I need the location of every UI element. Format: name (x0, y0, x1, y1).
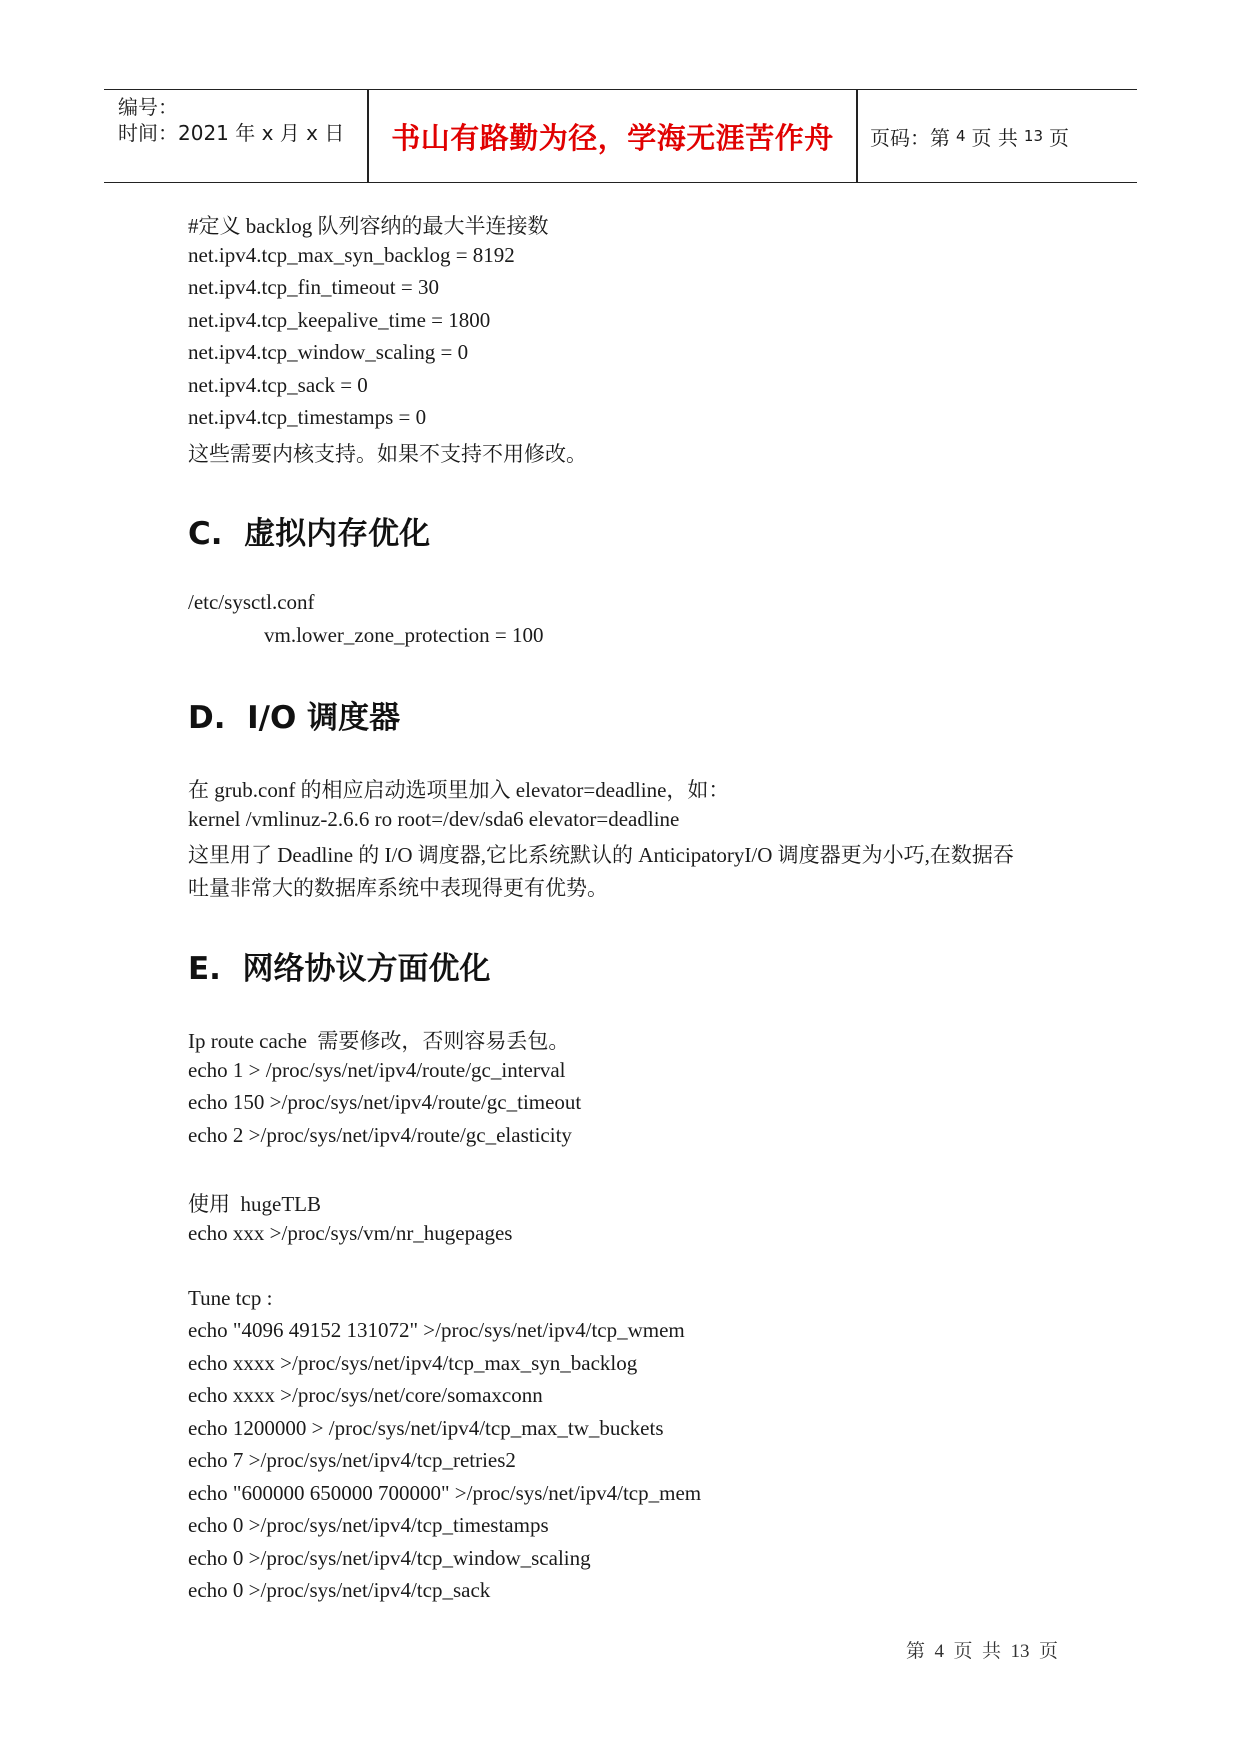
text-line: echo 7 >/proc/sys/net/ipv4/tcp_retries2 (188, 1448, 516, 1472)
text-line: echo 150 >/proc/sys/net/ipv4/route/gc_timeout (188, 1090, 582, 1114)
text-line: Tune tcp : (188, 1286, 273, 1310)
text-line: 这里用了 Deadline 的 I/O 调度器,它比系统默认的 AnticipatoryI/O 调度器更为小巧,在数据吞 (188, 843, 1014, 867)
header-divider (856, 90, 858, 182)
text-line: echo 0 >/proc/sys/net/ipv4/tcp_window_scaling (188, 1546, 591, 1570)
text-line: net.ipv4.tcp_window_scaling = 0 (188, 340, 469, 364)
time-label: 时间：2021 年 x 月 x 日 (118, 121, 345, 145)
text-line: Ip route cache 需要修改，否则容易丢包。 (188, 1029, 570, 1053)
text-line: echo 1 > /proc/sys/net/ipv4/route/gc_interval (188, 1058, 566, 1082)
text-line: kernel /vmlinuz-2.6.6 ro root=/dev/sda6 elevator=deadline (188, 807, 680, 831)
section-heading-c: C. 虚拟内存优化 (188, 516, 431, 552)
text-line: vm.lower_zone_protection = 100 (264, 623, 544, 647)
text-line: echo 0 >/proc/sys/net/ipv4/tcp_sack (188, 1578, 491, 1602)
text-line: echo 0 >/proc/sys/net/ipv4/tcp_timestamps (188, 1513, 549, 1537)
page-footer: 第 4 页 共 13 页 (906, 1641, 1059, 1662)
page-header (104, 89, 1137, 183)
serial-label: 编号： (118, 95, 178, 119)
text-line: echo xxxx >/proc/sys/net/core/somaxconn (188, 1383, 543, 1407)
text-line: 这些需要内核支持。如果不支持不用修改。 (188, 442, 587, 466)
text-line: net.ipv4.tcp_max_syn_backlog = 8192 (188, 243, 515, 267)
page-end: 页 (1049, 125, 1069, 150)
text-line: net.ipv4.tcp_keepalive_time = 1800 (188, 308, 491, 332)
text-line: net.ipv4.tcp_fin_timeout = 30 (188, 275, 439, 299)
text-line: 吐量非常大的数据库系统中表现得更有优势。 (188, 876, 608, 900)
page-total: 13 (1023, 127, 1043, 145)
text-line: echo "600000 650000 700000" >/proc/sys/net/ipv4/tcp_mem (188, 1481, 702, 1505)
page-num: 4 (956, 127, 966, 145)
text-line: /etc/sysctl.conf (188, 590, 315, 614)
header-page-number (870, 90, 1069, 182)
page-mid: 页 共 (971, 125, 1018, 150)
text-line: echo 2 >/proc/sys/net/ipv4/route/gc_elasticity (188, 1123, 572, 1147)
text-line: #定义 backlog 队列容纳的最大半连接数 (188, 214, 549, 238)
text-line: echo 1200000 > /proc/sys/net/ipv4/tcp_max_tw_buckets (188, 1416, 664, 1440)
text-line: echo "4096 49152 131072" >/proc/sys/net/ipv4/tcp_wmem (188, 1318, 685, 1342)
page-label: 页码：第 (870, 125, 950, 150)
text-line: echo xxx >/proc/sys/vm/nr_hugepages (188, 1221, 513, 1245)
text-line: 使用 hugeTLB (188, 1192, 321, 1216)
text-line: net.ipv4.tcp_sack = 0 (188, 373, 368, 397)
header-meta (118, 90, 368, 182)
text-line: net.ipv4.tcp_timestamps = 0 (188, 405, 427, 429)
header-motto: 书山有路勤为径，学海无涯苦作舟 (391, 120, 834, 155)
text-line: 在 grub.conf 的相应启动选项里加入 elevator=deadline，如： (188, 778, 730, 802)
section-heading-e: E. 网络协议方面优化 (188, 951, 491, 987)
section-heading-d: D. I/O 调度器 (188, 700, 401, 736)
text-line: echo xxxx >/proc/sys/net/ipv4/tcp_max_syn_backlog (188, 1351, 638, 1375)
